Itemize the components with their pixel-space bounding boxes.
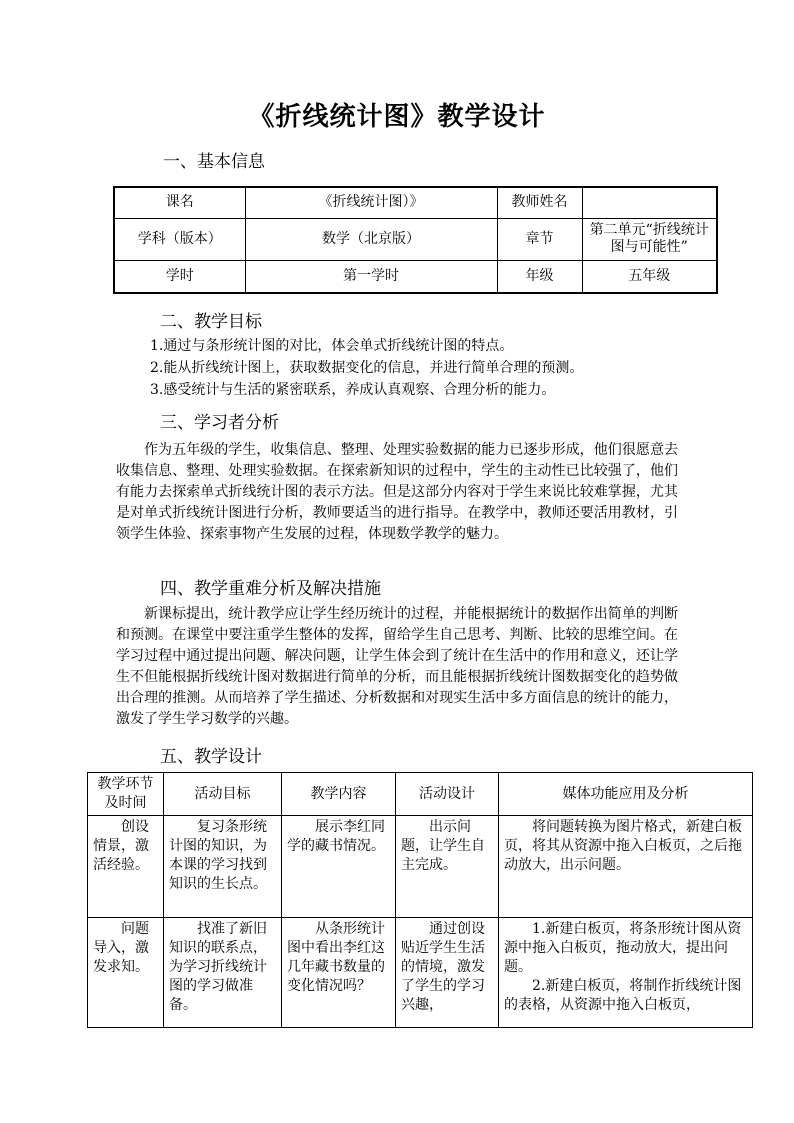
header-content: 教学内容 xyxy=(282,773,396,816)
section-heading-goals: 二、教学目标 xyxy=(160,312,262,332)
header-activity: 活动设计 xyxy=(396,773,499,816)
media-step: 1.新建白板页，将条形统计图从资源中拖入白板页，拖动放大，提出问题。 xyxy=(504,921,742,975)
design-header-row xyxy=(88,773,753,816)
header-goal: 活动目标 xyxy=(164,773,282,816)
basic-info-table xyxy=(113,186,718,294)
grade-label: 年级 xyxy=(497,260,582,293)
course-value: 《折线统计图）》 xyxy=(245,187,497,218)
section-heading-design: 五、教学设计 xyxy=(160,747,262,767)
cell-stage: 问题导入，激发求知。 xyxy=(88,918,164,1028)
period-value: 第一学时 xyxy=(245,260,497,293)
cell-content: 从条形统计图中看出李红这几年藏书数量的变化情况吗？ xyxy=(282,918,396,1028)
cell-activity: 出示问题，让学生自主完成。 xyxy=(396,816,499,918)
info-row-subject xyxy=(114,218,717,260)
info-row-period xyxy=(114,260,717,293)
period-label: 学时 xyxy=(114,260,245,293)
chapter-value: 第二单元“折线统计图与可能性” xyxy=(582,218,717,260)
cell-goal: 复习条形统计图的知识，为本课的学习找到知识的生长点。 xyxy=(164,816,282,918)
cell-media: 将问题转换为图片格式，新建白板页，将其从资源中拖入白板页，之后拖动放大，出示问题。 xyxy=(499,816,753,918)
goal-item: 1.通过与条形统计图的对比，体会单式折线统计图的特点。 xyxy=(150,338,514,354)
teacher-label: 教师姓名 xyxy=(497,187,582,218)
media-step: 2.新建白板页，将制作折线统计图的表格，从资源中拖入白板页， xyxy=(504,978,742,1013)
header-media: 媒体功能应用及分析 xyxy=(499,773,753,816)
header-stage: 教学环节及时间 xyxy=(88,773,164,816)
page-title: 《折线统计图》教学设计 xyxy=(248,102,546,132)
table-row xyxy=(88,918,753,1028)
subject-label: 学科（版本） xyxy=(114,218,245,260)
cell-stage: 创设情景，激活经验。 xyxy=(88,816,164,918)
goals-list xyxy=(150,335,710,401)
info-row-course xyxy=(114,187,717,218)
course-label: 课名 xyxy=(114,187,245,218)
chapter-label: 章节 xyxy=(497,218,582,260)
table-row xyxy=(88,816,753,918)
section-heading-learner: 三、学习者分析 xyxy=(160,413,279,433)
teacher-value xyxy=(582,187,717,218)
cell-media xyxy=(499,918,753,1028)
cell-content: 展示李红同学的藏书情况。 xyxy=(282,816,396,918)
section-heading-basic-info: 一、基本信息 xyxy=(163,152,265,172)
cell-activity: 通过创设贴近学生生活的情境，激发了学生的学习兴趣， xyxy=(396,918,499,1028)
teaching-design-table xyxy=(87,772,753,1028)
cell-goal: 找准了新旧知识的联系点，为学习折线统计图的学习做准备。 xyxy=(164,918,282,1028)
goal-item: 2.能从折线统计图上，获取数据变化的信息，并进行简单合理的预测。 xyxy=(150,360,584,376)
subject-value: 数学（北京版） xyxy=(245,218,497,260)
difficulty-analysis-paragraph: 新课标提出，统计教学应让学生经历统计的过程，并能根据统计的数据作出简单的判断和预测。在课堂中要注重学生整体的发挥，留给学生自己思考、判断、比较的思维空间。在学习过程中通过提出问题、解决问题，让学生体会到了统计在生活中的作用和意义，还让学生不但能根据折线统计图对数据进行简单的分析，而且能根据折线统计图数据变化的趋势做出合理的推测。从而培养了学生描述、分析数据和对现实生活中多方面信息的统计的能力，激发了学生学习数学的兴趣。 xyxy=(116,606,678,727)
grade-value: 五年级 xyxy=(582,260,717,293)
goal-item: 3.感受统计与生活的紧密联系，养成认真观察、合理分析的能力。 xyxy=(150,382,556,398)
section-heading-difficulty: 四、教学重难分析及解决措施 xyxy=(160,579,381,599)
learner-analysis-paragraph: 作为五年级的学生，收集信息、整理、处理实验数据的能力已逐步形成，他们很愿意去收集信息、整理、处理实验数据。在探索新知识的过程中，学生的主动性已比较强了，他们有能力去探索单式折线统计图的表示方法。但是这部分内容对于学生来说比较难掌握，尤其是对单式折线统计图进行分析，教师要适当的进行指导。在教学中，教师还要活用教材，引领学生体验、探索事物产生发展的过程，体现数学教学的魅力。 xyxy=(116,442,678,542)
